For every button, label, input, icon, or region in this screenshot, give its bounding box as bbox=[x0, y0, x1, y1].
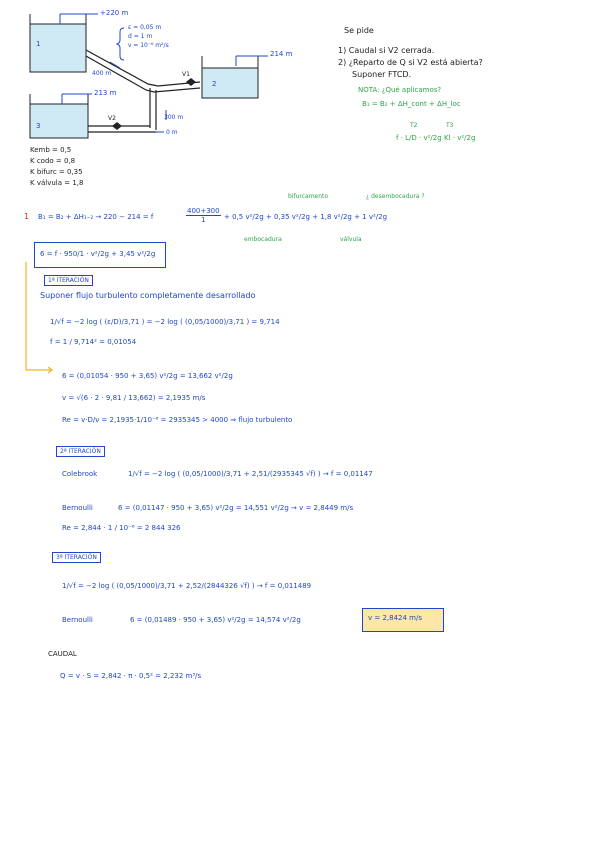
iter2-eq2: 6 = (0,01147 · 950 + 3,65) v²/2g = 14,551 v²/2g → v = 2,8449 m/s bbox=[118, 504, 354, 512]
note-equation: B₁ = B₂ + ΔH_cont + ΔH_loc bbox=[362, 100, 461, 108]
iter1-eq2: f = 1 / 9,714² = 0,01054 bbox=[50, 338, 137, 346]
iter3-eq1: 1/√f = −2 log ( (0,05/1000)/3,71 + 2,52/(2844326 √f) ) → f = 0,011489 bbox=[62, 582, 312, 590]
note-term-local: Kl · v²/2g bbox=[444, 134, 476, 142]
part1-number: 1 bbox=[24, 212, 30, 221]
note-title: NOTA: ¿Qué aplicamos? bbox=[358, 86, 442, 94]
valve1-label: V1 bbox=[182, 71, 190, 78]
caudal-title: CAUDAL bbox=[48, 650, 77, 658]
length-fraction-den: 1 bbox=[201, 216, 206, 224]
label-desembocadura: ¿ desembocadura ? bbox=[366, 193, 425, 200]
iter1-eq4: v = √(6 · 2 · 9,81 / 13,662) = 2,1935 m/s bbox=[62, 394, 206, 402]
pipe-prop-diameter: d = 1 m bbox=[128, 33, 153, 40]
iter1-eq3: 6 = (0,01054 · 950 + 3,65) v²/2g = 13,662 v²/2g bbox=[62, 372, 233, 380]
label-valvula: válvula bbox=[340, 236, 362, 243]
problem-assume: Suponer FTCD. bbox=[352, 70, 412, 79]
iter1-eq5: Re = v·D/ν = 2,1935·1/10⁻⁶ = 2935345 > 4000 ⇒ flujo turbulento bbox=[62, 416, 293, 424]
iter2-bernoulli-label: Bernoulli bbox=[62, 504, 93, 512]
length-fraction-num: 400+300 bbox=[187, 207, 220, 215]
iter3-result: v = 2,8424 m/s bbox=[368, 614, 423, 622]
iter1-title: 1ª ITERACIÓN bbox=[44, 275, 93, 286]
tank1-number: 1 bbox=[36, 40, 41, 48]
coef-kbifurc: K bifurc = 0,35 bbox=[30, 168, 83, 176]
main-equation-right: + 0,5 v²/2g + 0,35 v²/2g + 1,8 v²/2g + 1 v²/2g bbox=[224, 213, 388, 221]
tank3-number: 3 bbox=[36, 122, 41, 130]
tank3-elevation: 213 m bbox=[94, 89, 117, 97]
tank2-elevation: 214 m bbox=[270, 50, 293, 58]
note-term-friction: f · L/D · v²/2g bbox=[396, 134, 442, 142]
iter2-eq3: Re = 2,844 · 1 / 10⁻⁶ = 2 844 326 bbox=[62, 524, 181, 532]
iter1-assume: Suponer flujo turbulento completamente desarrollado bbox=[40, 291, 256, 300]
tank2-number: 2 bbox=[212, 80, 217, 88]
tank1-elevation: +220 m bbox=[100, 9, 129, 17]
iter2-title: 2ª ITERACIÓN bbox=[56, 446, 105, 457]
label-bifurcamento: bifurcamento bbox=[288, 193, 329, 200]
coef-kvalvula: K válvula = 1,8 bbox=[30, 179, 84, 187]
iter3-title: 3ª ITERACIÓN bbox=[52, 552, 101, 563]
note-label-t2: T2 bbox=[410, 122, 418, 129]
iter3-eq2: 6 = (0,01489 · 950 + 3,65) v²/2g = 14,574 v²/2g bbox=[130, 616, 301, 624]
problem-item-1: 1) Caudal si V2 cerrada. bbox=[338, 46, 435, 55]
iter3-bernoulli-label: Bernoulli bbox=[62, 616, 93, 624]
label-embocadura: embocadura bbox=[244, 236, 282, 243]
valve2-label: V2 bbox=[108, 115, 116, 122]
iter1-eq1: 1/√f = −2 log ( (ε/D)/3,71 ) = −2 log ( (0,05/1000)/3,71 ) = 9,714 bbox=[50, 318, 280, 326]
caudal-equation: Q = v · S = 2,842 · π · 0,5² = 2,232 m³/s bbox=[60, 672, 202, 680]
iter2-eq1: 1/√f = −2 log ( (0,05/1000)/3,71 + 2,51/(2935345 √f) ) → f = 0,01147 bbox=[128, 470, 373, 478]
junction-elevation: 0 m bbox=[166, 129, 178, 136]
pipe2-length: 300 m bbox=[164, 114, 184, 121]
note-label-t3: T3 bbox=[446, 122, 454, 129]
coef-kcodo: K codo = 0,8 bbox=[30, 157, 76, 165]
result-box-text: 6 = f · 950/1 · v²/2g + 3,45 v²/2g bbox=[40, 250, 156, 258]
problem-item-2: 2) ¿Reparto de Q si V2 está abierta? bbox=[338, 58, 483, 67]
pipe-prop-roughness: ε = 0,05 m bbox=[128, 24, 162, 31]
iter2-colebrook-label: Colebrook bbox=[62, 470, 98, 478]
pipe-prop-viscosity: ν = 10⁻⁶ m²/s bbox=[128, 42, 169, 49]
main-equation-left: B₁ = B₂ + ΔH₁₋₂ → 220 − 214 = f bbox=[38, 213, 154, 221]
coef-kemb: Kemb = 0,5 bbox=[30, 146, 72, 154]
pipe1-length: 400 m bbox=[92, 70, 112, 77]
problem-title: Se pide bbox=[344, 26, 374, 35]
